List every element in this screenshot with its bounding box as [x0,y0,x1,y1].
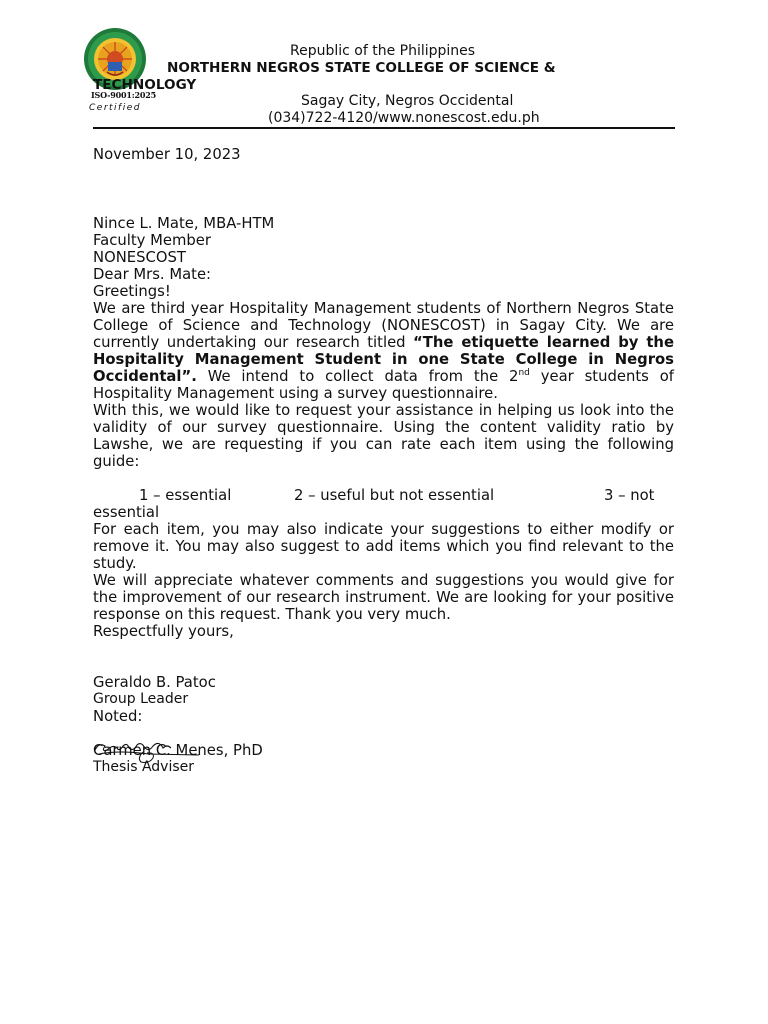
header-divider [93,127,675,129]
salutation: Dear Mrs. Mate: [93,266,212,283]
recipient-name: Nince L. Mate, MBA-HTM [93,215,275,232]
guide-item-not-essential: 3 – not [604,487,655,504]
letter-date: November 10, 2023 [93,146,241,163]
paragraph-request: With this, we would like to request your assistance in helping us look into the validity of our survey questionnaire. Using the content validity ratio by Lawshe, we are requesting if you can rate each item using the following guide: [93,402,674,470]
college-address: Sagay City, Negros Occidental [301,93,514,109]
guide-item-essential: 1 – essential [139,487,232,504]
paragraph-appreciation: We will appreciate whatever comments and suggestions you would give for the improvement of our research instrument. We are looking for your positive response on this request. Thank you very much. [93,572,674,623]
iso-certification-label: ISO-9001:2025 [91,90,156,100]
letter-body [93,146,674,776]
noted-label: Noted: [93,708,143,725]
republic-heading: Republic of the Philippines [290,43,476,59]
rating-guide [93,487,674,521]
paragraph-intro [93,300,674,402]
closing: Respectfully yours, [93,623,234,640]
college-contact: (034)722-4120/www.nonescost.edu.ph [268,110,540,126]
greeting: Greetings! [93,283,171,300]
adviser-role: Thesis Adviser [93,759,195,775]
sender-name: Geraldo B. Patoc [93,674,216,691]
paragraph-suggestions: For each item, you may also indicate your suggestions to either modify or remove it. You may also suggest to add items which you find relevant to the study. [93,521,674,572]
recipient-position: Faculty Member [93,232,211,249]
guide-item-not-essential-cont: essential [93,504,160,521]
recipient-block [93,215,674,266]
guide-item-useful: 2 – useful but not essential [294,487,495,504]
college-name-line1: NORTHERN NEGROS STATE COLLEGE OF SCIENCE & [167,60,556,76]
college-name-line2: TECHNOLOGY [93,77,197,93]
recipient-organization: NONESCOST [93,249,186,266]
sender-role: Group Leader [93,691,189,707]
research-title: “The etiquette learned by the Hospitality Management Student in one State College in Negros Occidental”. [93,334,674,385]
ordinal-suffix: nd [518,368,530,379]
intro-text-a: We are third year Hospitality Management students of Northern Negros State College of Science and Technology (NONESCOST) in Sagay City. We are currently undertaking our research titled [93,300,674,351]
adviser-signature-block [93,742,674,776]
adviser-name: Carmen C. Menes, PhD [93,742,263,759]
intro-text-c: year students of Hospitality Management using a survey questionnaire. [93,368,674,402]
certified-label: Certified [89,103,141,113]
intro-text-b: We intend to collect data from the 2 [196,368,519,385]
